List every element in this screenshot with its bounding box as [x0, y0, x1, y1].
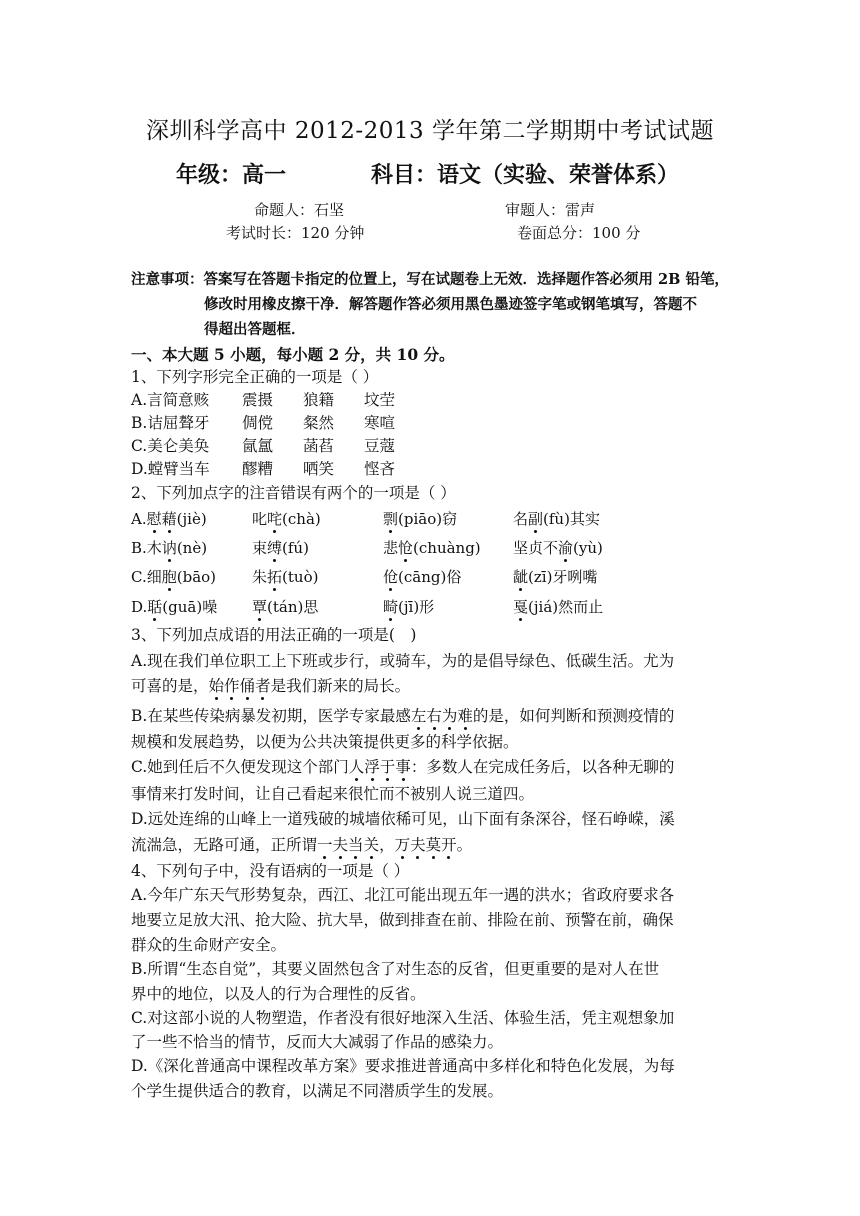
- text-run: (guā)噪: [162, 598, 218, 616]
- text-run: B.木: [131, 539, 162, 557]
- text-run: 坚贞不: [513, 539, 559, 557]
- total-score-label: 卷面总分：100 分: [517, 224, 641, 242]
- text-run: (jiè): [176, 510, 207, 528]
- dotted-glyph: 慰: [146, 510, 162, 528]
- dotted-glyph: 一: [317, 833, 333, 855]
- dotted-glyph: 夫: [410, 833, 426, 855]
- paragraph-line: A.现在我们单位职工上下班或步行，或骑车，为的是倡导绿色、低碳生活。尤为: [131, 652, 675, 670]
- pinyin-item: [131, 508, 207, 529]
- option-word: 豆蔻: [364, 437, 396, 455]
- text-run: 可喜的是，: [131, 677, 209, 695]
- dotted-glyph: 龇: [513, 568, 529, 586]
- text-run: C.细: [131, 568, 162, 586]
- dotted-glyph: 为: [442, 704, 458, 726]
- text-run: (tán)思: [267, 598, 319, 616]
- option-word: 寒喧: [364, 414, 396, 432]
- paragraph-line: 了一些不恰当的情节，反而大大减弱了作品的感染力。: [131, 1033, 504, 1051]
- paragraph-line: [131, 674, 410, 696]
- text-run: (yù): [573, 539, 603, 557]
- dotted-glyph: 拓: [267, 568, 283, 586]
- text-run: (jī)形: [398, 598, 435, 616]
- dotted-glyph: 莫: [426, 833, 442, 855]
- dotted-idiom: [349, 758, 411, 776]
- question-stem-1: 1、下列字形完全正确的一项是（ ）: [131, 368, 379, 386]
- dotted-glyph: 畸: [383, 598, 399, 616]
- dotted-character: [147, 598, 162, 616]
- dotted-character: [383, 598, 398, 616]
- dotted-glyph: 关: [364, 833, 380, 855]
- option-word: A.言简意赅: [131, 391, 210, 409]
- text-run: (jiá)然而止: [528, 598, 604, 616]
- pinyin-item: [383, 537, 481, 558]
- question-stem-3: 3、下列加点成语的用法正确的一项是( ): [131, 626, 417, 644]
- paragraph-line: 事情来打发时间，让自己看起来很忙而不被别人说三道四。: [131, 785, 535, 803]
- pinyin-item: [513, 566, 597, 587]
- exam-title: 深圳科学高中 2012-2013 学年第二学期期中考试试题: [146, 118, 714, 144]
- dotted-glyph: 俑: [240, 674, 256, 696]
- dotted-character: [383, 510, 398, 528]
- text-run: ：多数人在完成任务后，以各种无聊的: [410, 758, 675, 776]
- paragraph-line: A.今年广东天气形势复杂，西江、北江可能出现五年一遇的洪水；省政府要求各: [131, 886, 675, 904]
- reviewer-label: 审题人：雷声: [505, 201, 596, 219]
- dotted-glyph: 副: [528, 510, 544, 528]
- dotted-glyph: 怆: [398, 539, 414, 557]
- dotted-glyph: 剽: [383, 510, 399, 528]
- text-run: (cāng)俗: [398, 568, 462, 586]
- option-word: B.诘屈聱牙: [131, 414, 210, 432]
- dotted-character: [513, 568, 528, 586]
- dotted-character: [267, 510, 282, 528]
- text-run: 的是，如何判断和预测疫情的: [472, 707, 675, 725]
- option-word: 悭吝: [364, 460, 396, 478]
- question-stem-2: 2、下列加点字的注音错误有两个的一项是（ ）: [131, 484, 456, 502]
- option-word: 倜傥: [242, 414, 274, 432]
- paragraph-line: 界中的地位，以及人的行为合理性的反省。: [131, 985, 426, 1003]
- text-run: 流湍急，无路可通，正所谓: [131, 836, 318, 854]
- dotted-glyph: 夫: [333, 833, 349, 855]
- dotted-glyph: 讷: [161, 539, 177, 557]
- option-word: D.螳臂当车: [131, 460, 210, 478]
- text-run: (zī)牙咧嘴: [528, 568, 598, 586]
- pinyin-item: [252, 537, 309, 558]
- text-run: 束: [252, 539, 268, 557]
- paragraph-line: 地要立足放大汛、抢大险、抗大旱，做到排查在前、排险在前、预警在前，确保: [131, 911, 674, 929]
- dotted-glyph: 戛: [513, 598, 529, 616]
- text-run: 名: [513, 510, 529, 528]
- dotted-glyph: 浮: [364, 755, 380, 777]
- text-run: (nè): [176, 539, 208, 557]
- option-word: 哂笑: [303, 460, 335, 478]
- duration-label: 考试时长：120 分钟: [226, 224, 365, 242]
- text-run: (fù)其实: [543, 510, 600, 528]
- dotted-character: [558, 539, 573, 557]
- dotted-idiom: [411, 707, 473, 725]
- dotted-glyph: 于: [380, 755, 396, 777]
- pinyin-item: [513, 537, 603, 558]
- pinyin-item: [383, 508, 457, 529]
- dotted-glyph: 渝: [558, 539, 574, 557]
- option-word: 粲然: [303, 414, 335, 432]
- dotted-glyph: 缚: [267, 539, 283, 557]
- option-word: 震摄: [242, 391, 274, 409]
- text-run: D.: [131, 598, 148, 616]
- dotted-idiom: [317, 836, 457, 854]
- text-run: (chuàng): [413, 539, 481, 557]
- text-run: 。: [456, 836, 473, 854]
- text-run: (bāo): [176, 568, 217, 586]
- pinyin-item: [513, 596, 603, 617]
- dotted-character: [528, 510, 543, 528]
- text-run: (fú): [282, 539, 309, 557]
- dotted-character: [162, 568, 177, 586]
- dotted-character: [383, 568, 398, 586]
- pinyin-item: [252, 508, 321, 529]
- pinyin-item: [383, 566, 461, 587]
- paragraph-line: 规模和发展趋势，以便为公共决策提供更多的科学依据。: [131, 733, 519, 751]
- paragraph-line: C.对这部小说的人物塑造，作者没有很好地深入生活、体验生活，凭主观想象加: [131, 1009, 675, 1027]
- dotted-glyph: 开: [441, 833, 457, 855]
- dotted-character: [267, 539, 282, 557]
- dotted-glyph: ，: [379, 836, 395, 854]
- dotted-glyph: 人: [349, 755, 365, 777]
- dotted-glyph: 胞: [161, 568, 177, 586]
- pinyin-item: [131, 537, 207, 558]
- paragraph-line: 个学生提供适合的教育，以满足不同潜质学生的发展。: [131, 1082, 504, 1100]
- text-run: C.她到任后不久便发现这个部门: [131, 758, 349, 776]
- paragraph-line: [131, 704, 674, 726]
- dotted-glyph: 难: [457, 704, 473, 726]
- dotted-character: [513, 598, 528, 616]
- dotted-character: [267, 568, 282, 586]
- dotted-glyph: 事: [395, 755, 411, 777]
- pinyin-item: [513, 508, 600, 529]
- notice-line: 得超出答题框．: [204, 321, 306, 338]
- text-run: B.在某些传染病暴发初期，医学专家最感: [131, 707, 411, 725]
- paragraph-line: B.所谓“生态自觉”，其要义固然包含了对生态的反省，但更重要的是对人在世: [131, 960, 660, 978]
- dotted-glyph: 咤: [267, 510, 283, 528]
- option-word: 醪糟: [242, 460, 274, 478]
- dotted-glyph: 左: [411, 704, 427, 726]
- question-stem-4: 4、下列句子中，没有语病的一项是（ ）: [131, 862, 410, 880]
- text-run: (piāo)窃: [398, 510, 458, 528]
- dotted-character: [162, 539, 177, 557]
- dotted-glyph: 伧: [383, 568, 399, 586]
- notice-line: 注意事项：答案写在答题卡指定的位置上，写在试题卷上无效．选择题作答必须用 2B 铅笔，: [131, 271, 729, 288]
- text-run: 朱: [252, 568, 268, 586]
- option-word: 氤氲: [242, 437, 274, 455]
- pinyin-item: [252, 596, 318, 617]
- dotted-glyph: 万: [395, 833, 411, 855]
- dotted-character: [147, 510, 177, 528]
- option-word: 菡萏: [303, 437, 335, 455]
- paragraph-line: 群众的生命财产安全。: [131, 936, 287, 954]
- dotted-glyph: 始: [209, 674, 225, 696]
- pinyin-item: [131, 566, 216, 587]
- text-run: A.: [131, 510, 147, 528]
- dotted-glyph: 覃: [252, 598, 268, 616]
- section-heading: 一、本大题 5 小题，每小题 2 分，共 10 分。: [131, 345, 455, 364]
- dotted-idiom: [209, 677, 271, 695]
- option-word: 坟茔: [364, 391, 396, 409]
- dotted-glyph: 藉: [161, 510, 177, 528]
- dotted-glyph: 当: [348, 833, 364, 855]
- dotted-glyph: 者: [255, 674, 271, 696]
- paragraph-line: D.远处连绵的山峰上一道残破的城墙依稀可见，山下面有条深谷，怪石峥嵘，溪: [131, 810, 675, 828]
- setter-label: 命题人：石坚: [254, 201, 345, 219]
- dotted-glyph: 右: [426, 704, 442, 726]
- text-run: 悲: [383, 539, 399, 557]
- paragraph-line: [131, 833, 472, 855]
- text-run: 叱: [252, 510, 268, 528]
- dotted-character: [398, 539, 413, 557]
- option-word: C.美仑美奂: [131, 437, 210, 455]
- pinyin-item: [131, 596, 217, 617]
- subject-label: 科目：语文（实验、荣誉体系）: [371, 163, 680, 188]
- text-run: (tuò): [282, 568, 319, 586]
- text-run: 是我们新来的局长。: [270, 677, 411, 695]
- paragraph-line: D.《深化普通高中课程改革方案》要求推进普通高中多样化和特色化发展，为每: [131, 1057, 675, 1075]
- notice-line: 修改时用橡皮擦干净．解答题作答必须用黑色墨迹签字笔或钢笔填写，答题不: [204, 296, 697, 313]
- grade-label: 年级：高一: [176, 163, 287, 188]
- dotted-glyph: 作: [224, 674, 240, 696]
- option-word: 狼籍: [303, 391, 335, 409]
- text-run: (chà): [282, 510, 321, 528]
- pinyin-item: [383, 596, 434, 617]
- dotted-character: [252, 598, 267, 616]
- paragraph-line: [131, 755, 674, 777]
- dotted-glyph: 聒: [147, 598, 163, 616]
- pinyin-item: [252, 566, 318, 587]
